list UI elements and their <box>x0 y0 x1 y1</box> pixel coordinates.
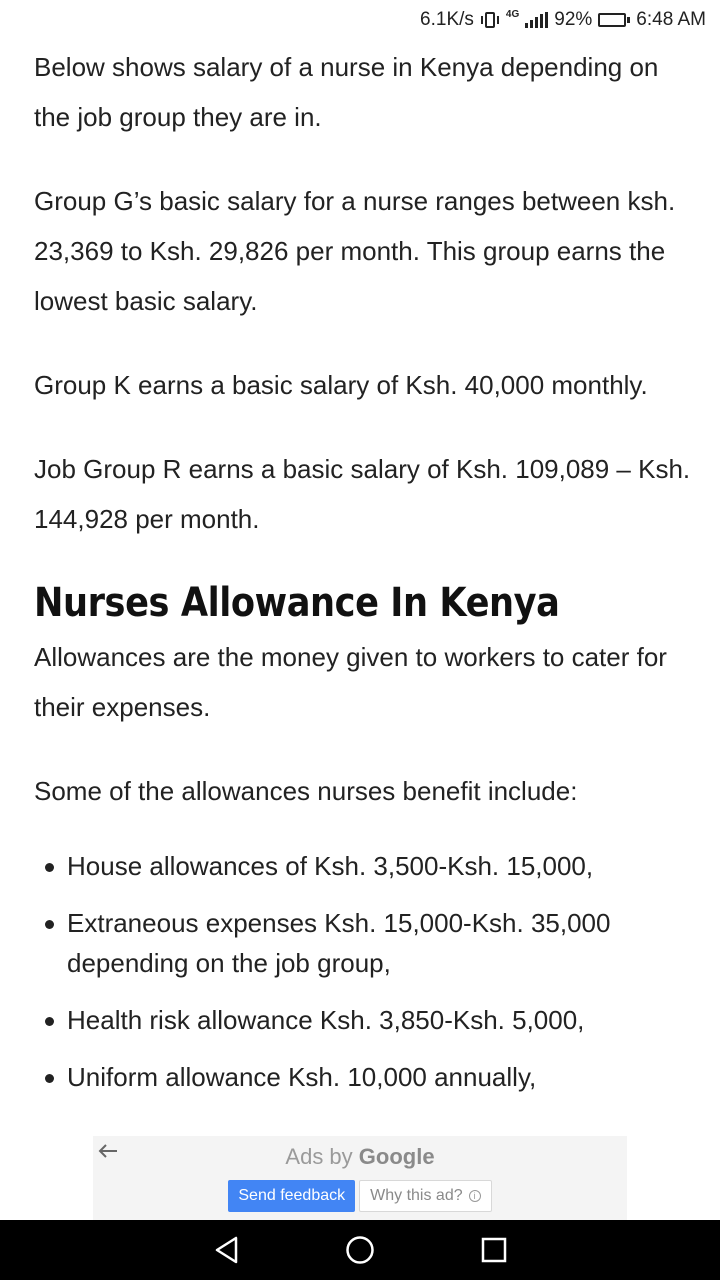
why-this-ad-button[interactable] <box>359 1180 491 1212</box>
paragraph: Job Group R earns a basic salary of Ksh. 109,089 – Ksh. 144,928 per month. <box>34 454 691 534</box>
signal-icon <box>525 12 548 28</box>
network-speed: 6.1K/s <box>420 9 474 30</box>
allowance-list <box>34 846 694 1097</box>
paragraph: Below shows salary of a nurse in Kenya depending on the job group they are in. <box>34 52 659 132</box>
battery-icon <box>598 13 630 27</box>
battery-percent: 92% <box>554 9 593 30</box>
ad-panel <box>93 1136 627 1220</box>
list-item: Extraneous expenses Ksh. 15,000-Ksh. 35,000 depending on the job group, <box>34 903 694 983</box>
status-bar <box>0 0 720 40</box>
triangle-back-icon[interactable] <box>212 1235 242 1265</box>
google-logo: Google <box>358 1144 435 1169</box>
ad-buttons <box>93 1180 627 1212</box>
clock: 6:48 AM <box>636 9 706 30</box>
article-body <box>34 42 694 1114</box>
navigation-bar <box>0 1220 720 1280</box>
list-item: House allowances of Ksh. 3,500-Ksh. 15,000, <box>34 846 694 886</box>
paragraph: Group G’s basic salary for a nurse ranges between ksh. 23,369 to Ksh. 29,826 per month. This group earns the lowest basic salary. <box>34 186 676 316</box>
network-type-label: 4G <box>505 9 520 20</box>
why-this-ad-label: Why this ad? <box>370 1187 463 1204</box>
list-item: Uniform allowance Ksh. 10,000 annually, <box>34 1057 694 1097</box>
info-icon: i <box>469 1190 481 1202</box>
square-recent-icon[interactable] <box>479 1235 509 1265</box>
ads-by-text: Ads by <box>285 1144 353 1169</box>
vibrate-icon <box>480 11 500 29</box>
paragraph: Group K earns a basic salary of Ksh. 40,000 monthly. <box>34 370 648 400</box>
section-heading: Nurses Allowance In Kenya <box>34 580 560 626</box>
paragraph: Allowances are the money given to workers to cater for their expenses. <box>34 642 667 722</box>
circle-home-icon[interactable] <box>345 1235 375 1265</box>
ads-by-google-label <box>93 1144 627 1170</box>
send-feedback-button[interactable]: Send feedback <box>228 1180 355 1212</box>
list-item: Health risk allowance Ksh. 3,850-Ksh. 5,000, <box>34 1000 694 1040</box>
paragraph: Some of the allowances nurses benefit include: <box>34 776 578 806</box>
